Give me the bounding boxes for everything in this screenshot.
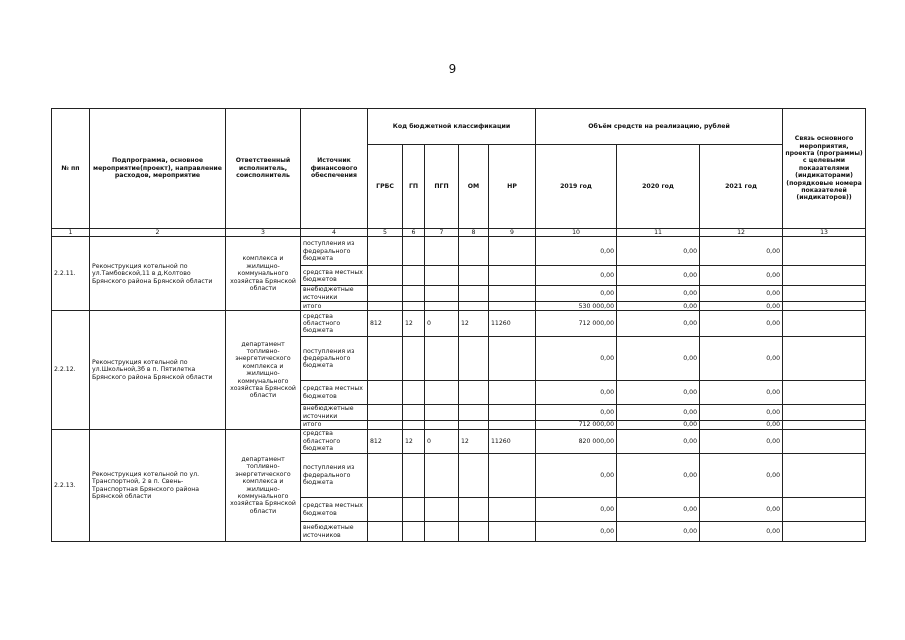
amount-2020: 0,00: [617, 498, 700, 522]
pgp-cell: [425, 266, 459, 286]
column-number: 2: [90, 229, 226, 237]
nr-cell: [489, 498, 536, 522]
amount-2019: 712 000,00: [536, 421, 617, 430]
amount-2021: 0,00: [700, 405, 783, 421]
header-grbs: ГРБС: [368, 145, 403, 229]
grbs-cell: 812: [368, 311, 403, 337]
amount-2020: 0,00: [617, 237, 700, 266]
gp-cell: [403, 421, 425, 430]
amount-2020: 0,00: [617, 266, 700, 286]
link-cell: [783, 430, 866, 454]
header-volume: Объём средств на реализацию, рублей: [536, 109, 783, 145]
column-number: 9: [489, 229, 536, 237]
table-row: [52, 430, 866, 454]
amount-2019: 0,00: [536, 522, 617, 542]
grbs-cell: [368, 302, 403, 311]
pgp-cell: [425, 454, 459, 498]
item-name: Реконструкция котельной по ул.Тамбовской,11 в д.Колтово Брянского района Брянской области: [90, 237, 226, 311]
nr-cell: [489, 286, 536, 302]
pgp-cell: [425, 421, 459, 430]
nr-cell: 11260: [489, 311, 536, 337]
amount-2019: 0,00: [536, 266, 617, 286]
gp-cell: [403, 337, 425, 381]
gp-cell: [403, 302, 425, 311]
link-cell: [783, 381, 866, 405]
gp-cell: [403, 381, 425, 405]
gp-cell: [403, 454, 425, 498]
nr-cell: [489, 337, 536, 381]
amount-2020: 0,00: [617, 337, 700, 381]
pgp-cell: [425, 522, 459, 542]
gp-cell: [403, 498, 425, 522]
header-source: Источник финансового обеспечения: [301, 109, 368, 229]
column-number: 8: [459, 229, 489, 237]
column-number: 4: [301, 229, 368, 237]
amount-2020: 0,00: [617, 286, 700, 302]
om-cell: [459, 337, 489, 381]
item-responsible: департамент топливно-энергетического комплекса и жилищно-коммунального хозяйства Брянской области: [226, 311, 301, 430]
link-cell: [783, 454, 866, 498]
amount-2021: 0,00: [700, 430, 783, 454]
page-number: 9: [448, 62, 457, 76]
link-cell: [783, 337, 866, 381]
pgp-cell: 0: [425, 311, 459, 337]
om-cell: [459, 498, 489, 522]
source-cell: итого: [301, 421, 368, 430]
nr-cell: [489, 421, 536, 430]
header-pgp: ПГП: [425, 145, 459, 229]
link-cell: [783, 421, 866, 430]
link-cell: [783, 286, 866, 302]
link-cell: [783, 405, 866, 421]
source-cell: внебюджетные источники: [301, 286, 368, 302]
grbs-cell: [368, 421, 403, 430]
amount-2021: 0,00: [700, 237, 783, 266]
source-cell: средства областного бюджета: [301, 430, 368, 454]
source-cell: итого: [301, 302, 368, 311]
header-2019: 2019 год: [536, 145, 617, 229]
grbs-cell: [368, 498, 403, 522]
source-cell: средства местных бюджетов: [301, 266, 368, 286]
amount-2020: 0,00: [617, 381, 700, 405]
source-cell: средства местных бюджетов: [301, 381, 368, 405]
om-cell: [459, 381, 489, 405]
amount-2021: 0,00: [700, 498, 783, 522]
link-cell: [783, 522, 866, 542]
amount-2019: 820 000,00: [536, 430, 617, 454]
item-number: 2.2.12.: [52, 311, 90, 430]
item-name: Реконструкция котельной по ул. Транспортной, 2 в п. Свень-Транспортная Брянского района Брянской области: [90, 430, 226, 542]
header-2020: 2020 год: [617, 145, 700, 229]
nr-cell: [489, 381, 536, 405]
gp-cell: 12: [403, 430, 425, 454]
source-cell: поступления из федерального бюджета: [301, 237, 368, 266]
link-cell: [783, 498, 866, 522]
amount-2021: 0,00: [700, 337, 783, 381]
link-cell: [783, 237, 866, 266]
amount-2021: 0,00: [700, 286, 783, 302]
gp-cell: [403, 286, 425, 302]
amount-2020: 0,00: [617, 311, 700, 337]
amount-2020: 0,00: [617, 405, 700, 421]
amount-2020: 0,00: [617, 522, 700, 542]
nr-cell: [489, 405, 536, 421]
grbs-cell: [368, 522, 403, 542]
nr-cell: 11260: [489, 430, 536, 454]
gp-cell: [403, 237, 425, 266]
nr-cell: [489, 454, 536, 498]
table-header: [52, 109, 866, 237]
budget-table: [51, 108, 866, 542]
om-cell: [459, 286, 489, 302]
link-cell: [783, 302, 866, 311]
column-number: 6: [403, 229, 425, 237]
source-cell: средства местных бюджетов: [301, 498, 368, 522]
header-responsible: Ответственный исполнитель, соисполнитель: [226, 109, 301, 229]
amount-2019: 0,00: [536, 237, 617, 266]
om-cell: [459, 302, 489, 311]
amount-2019: 0,00: [536, 498, 617, 522]
item-responsible: комплекса и жилищно-коммунального хозяйства Брянской области: [226, 237, 301, 311]
item-name: Реконструкция котельной по ул.Школьной,3б в п. Пятилетка Брянского района Брянской области: [90, 311, 226, 430]
amount-2020: 0,00: [617, 430, 700, 454]
header-2021: 2021 год: [700, 145, 783, 229]
om-cell: 12: [459, 430, 489, 454]
amount-2019: 530 000,00: [536, 302, 617, 311]
table-row: [52, 311, 866, 337]
header-link: Связь основного мероприятия, проекта (программы) с целевыми показателями (индикаторами) (порядковые номера показателей (индикаторов)): [783, 109, 866, 229]
column-number: 3: [226, 229, 301, 237]
amount-2019: 0,00: [536, 454, 617, 498]
header-nr: НР: [489, 145, 536, 229]
om-cell: [459, 266, 489, 286]
table-body: [52, 237, 866, 542]
amount-2019: 0,00: [536, 286, 617, 302]
column-number: 13: [783, 229, 866, 237]
pgp-cell: [425, 302, 459, 311]
link-cell: [783, 266, 866, 286]
grbs-cell: [368, 237, 403, 266]
om-cell: 12: [459, 311, 489, 337]
column-number: 11: [617, 229, 700, 237]
column-number: 5: [368, 229, 403, 237]
column-number: 7: [425, 229, 459, 237]
source-cell: поступления из федерального бюджета: [301, 454, 368, 498]
amount-2021: 0,00: [700, 421, 783, 430]
amount-2019: 712 000,00: [536, 311, 617, 337]
amount-2020: 0,00: [617, 421, 700, 430]
amount-2020: 0,00: [617, 454, 700, 498]
column-number: 10: [536, 229, 617, 237]
header-om: ОМ: [459, 145, 489, 229]
nr-cell: [489, 237, 536, 266]
amount-2021: 0,00: [700, 454, 783, 498]
grbs-cell: [368, 286, 403, 302]
pgp-cell: [425, 498, 459, 522]
item-number: 2.2.13.: [52, 430, 90, 542]
grbs-cell: [368, 405, 403, 421]
source-cell: поступления из федерального бюджета: [301, 337, 368, 381]
link-cell: [783, 311, 866, 337]
grbs-cell: [368, 337, 403, 381]
column-numbers-row: [52, 229, 866, 237]
amount-2021: 0,00: [700, 381, 783, 405]
gp-cell: [403, 266, 425, 286]
om-cell: [459, 421, 489, 430]
header-program: Подпрограмма, основное мероприятие(проект), направление расходов, мероприятие: [90, 109, 226, 229]
nr-cell: [489, 302, 536, 311]
pgp-cell: [425, 237, 459, 266]
om-cell: [459, 405, 489, 421]
om-cell: [459, 237, 489, 266]
pgp-cell: [425, 405, 459, 421]
nr-cell: [489, 266, 536, 286]
amount-2021: 0,00: [700, 522, 783, 542]
gp-cell: [403, 405, 425, 421]
amount-2019: 0,00: [536, 337, 617, 381]
om-cell: [459, 522, 489, 542]
grbs-cell: [368, 266, 403, 286]
source-cell: средства областного бюджета: [301, 311, 368, 337]
source-cell: внебюджетные источников: [301, 522, 368, 542]
amount-2021: 0,00: [700, 311, 783, 337]
grbs-cell: 812: [368, 430, 403, 454]
item-responsible: департамент топливно-энергетического комплекса и жилищно-коммунального хозяйства Брянской области: [226, 430, 301, 542]
amount-2021: 0,00: [700, 302, 783, 311]
table-row: [52, 237, 866, 266]
pgp-cell: 0: [425, 430, 459, 454]
source-cell: внебюджетные источники: [301, 405, 368, 421]
pgp-cell: [425, 286, 459, 302]
grbs-cell: [368, 454, 403, 498]
header-budget-code: Код бюджетной классификации: [368, 109, 536, 145]
column-number: 12: [700, 229, 783, 237]
amount-2019: 0,00: [536, 405, 617, 421]
om-cell: [459, 454, 489, 498]
nr-cell: [489, 522, 536, 542]
pgp-cell: [425, 337, 459, 381]
grbs-cell: [368, 381, 403, 405]
amount-2020: 0,00: [617, 302, 700, 311]
amount-2021: 0,00: [700, 266, 783, 286]
item-number: 2.2.11.: [52, 237, 90, 311]
pgp-cell: [425, 381, 459, 405]
gp-cell: 12: [403, 311, 425, 337]
gp-cell: [403, 522, 425, 542]
column-number: 1: [52, 229, 90, 237]
header-num: № пп: [52, 109, 90, 229]
amount-2019: 0,00: [536, 381, 617, 405]
header-gp: ГП: [403, 145, 425, 229]
